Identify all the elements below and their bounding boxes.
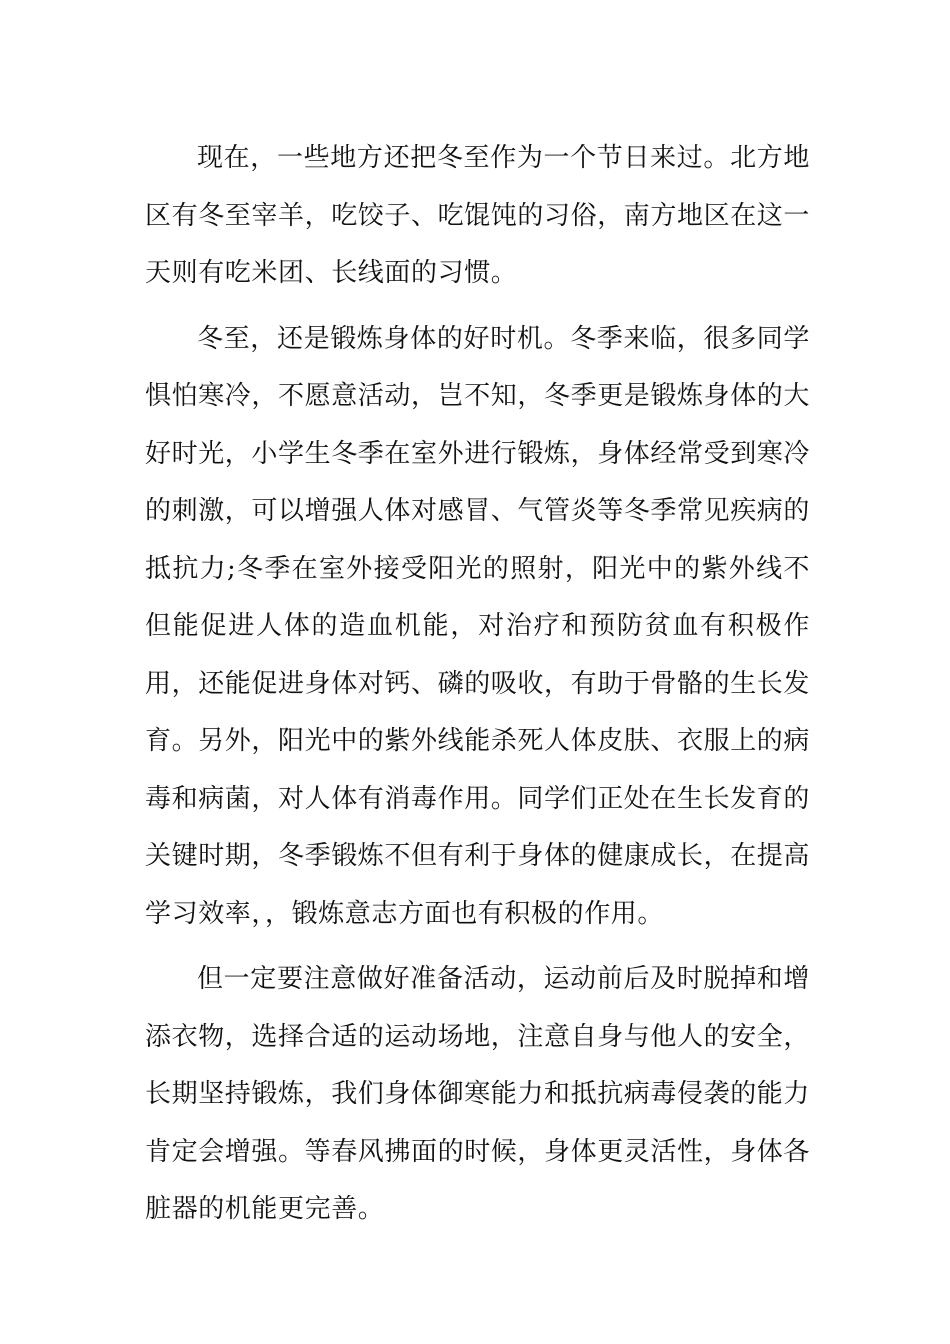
paragraph-1: 现在，一些地方还把冬至作为一个节日来过。北方地区有冬至宰羊，吃饺子、吃馄饨的习俗，南方地区在这一天则有吃米团、长线面的习惯。: [145, 143, 811, 288]
paragraph-3: 但一定要注意做好准备活动，运动前后及时脱掉和增添衣物，选择合适的运动场地，注意自身与他人的安全，长期坚持锻炼，我们身体御寒能力和抵抗病毒侵袭的能力肯定会增强。等春风拂面的时候，身体更灵活性，身体各脏器的机能更完善。: [145, 964, 811, 1224]
paragraph-2: 冬至，还是锻炼身体的好时机。冬季来临，很多同学惧怕寒冷，不愿意活动，岂不知，冬季更是锻炼身体的大好时光，小学生冬季在室外进行锻炼，身体经常受到寒冷的刺激，可以增强人体对感冒、气管炎等冬季常见疾病的抵抗力;冬季在室外接受阳光的照射，阳光中的紫外线不但能促进人体的造血机能，对治疗和预防贫血有积极作用，还能促进身体对钙、磷的吸收，有助于骨骼的生长发育。另外，阳光中的紫外线能杀死人体皮肤、衣服上的病毒和病菌，对人体有消毒作用。同学们正处在生长发育的关键时期，冬季锻炼不但有利于身体的健康成长，在提高学习效率，，锻炼意志方面也有积极的作用。: [145, 323, 811, 929]
document-body: [145, 130, 810, 1247]
